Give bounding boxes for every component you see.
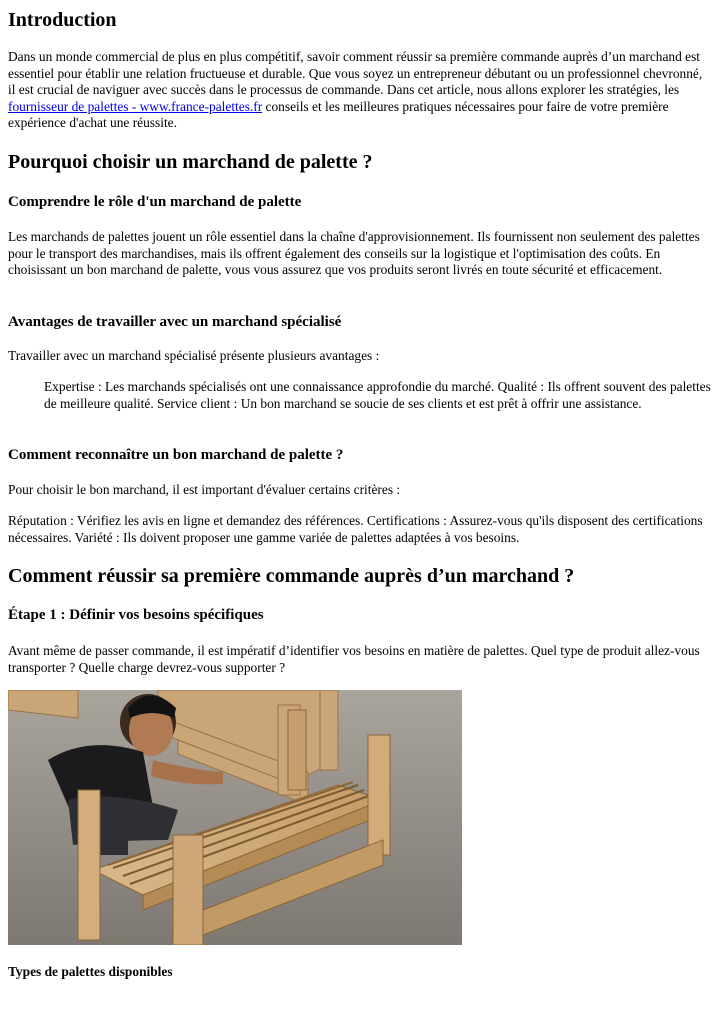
supplier-link[interactable]: fournisseur de palettes - www.france-palettes.fr xyxy=(8,98,263,114)
section-heading-how: Comment réussir sa première commande auprès d’un marchand ? xyxy=(8,565,575,587)
section-heading-why: Pourquoi choisir un marchand de palette ? xyxy=(8,151,373,173)
advantages-paragraph: Travailler avec un marchand spécialisé présente plusieurs avantages : xyxy=(8,348,380,363)
role-paragraph: Les marchands de palettes jouent un rôle essentiel dans la chaîne d'approvisionnement. Ils fournissent non seulement des palettes pour le transport des marchandises, mais ils offrent également des conseils sur la logistique et l'optimisation des coûts. En choisissant un bon marchand de palette, vous vous assurez que vos produits seront livrés en toute sécurité et efficacement. xyxy=(8,229,700,278)
subheading-advantages: Avantages de travailler avec un marchand spécialisé xyxy=(8,314,342,330)
intro-text-end: conseils et les meilleures pratiques nécessaires pour faire de votre première expérience d'achat une réussite. xyxy=(8,98,669,131)
pallet-furniture-photo xyxy=(8,690,462,945)
intro-heading: Introduction xyxy=(8,9,117,31)
step1-paragraph: Avant même de passer commande, il est impératif d’identifier vos besoins en matière de palettes. Quel type de produit allez-vous transporter ? Quelle charge devrez-vous supporter ? xyxy=(8,643,700,675)
intro-text-start: Dans un monde commercial de plus en plus compétitif, savoir comment réussir sa première commande auprès d’un marchand est essentiel pour établir une relation fructueuse et durable. Que vous soyez un entrepreneur débutant ou un professionnel chevronné, il est crucial de naviguer avec succès dans le processus de commande. Dans cet article, nous allons explorer les stratégies, les xyxy=(8,49,703,98)
criteria-paragraph: Réputation : Vérifiez les avis en ligne et demandez des références. Certifications : Assurez-vous qu'ils disposent des certifications nécessaires. Variété : Ils doivent proposer une gamme variée de palettes adaptées à vos besoins. xyxy=(8,513,703,545)
advantages-blockquote: Expertise : Les marchands spécialisés ont une connaissance approfondie du marché. Qualité : Ils offrent souvent des palettes de meilleure qualité. Service client : Un bon marchand se soucie de ses clients et est prêt à offrir une assistance. xyxy=(44,379,711,411)
subheading-recognize: Comment reconnaître un bon marchand de palette ? xyxy=(8,447,344,463)
photo-caption: Types de palettes disponibles xyxy=(8,964,173,979)
intro-paragraph xyxy=(8,49,712,132)
criteria-intro-paragraph: Pour choisir le bon marchand, il est important d'évaluer certains critères : xyxy=(8,482,401,497)
subheading-role: Comprendre le rôle d'un marchand de palette xyxy=(8,194,302,210)
subheading-step1: Étape 1 : Définir vos besoins spécifiques xyxy=(8,607,264,623)
